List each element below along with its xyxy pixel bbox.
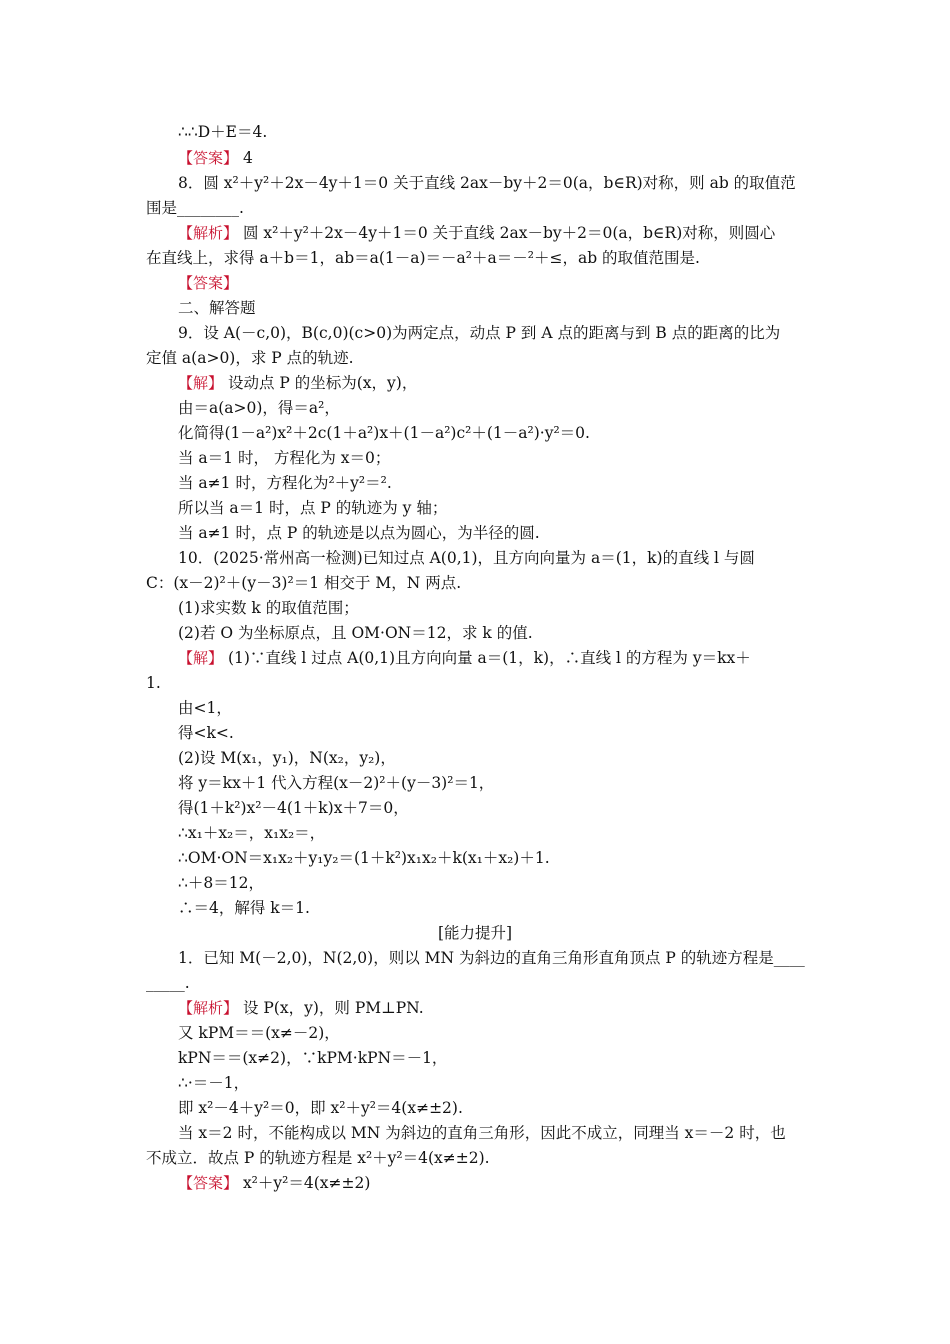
answer-tag: 【答案】: [178, 149, 239, 167]
analysis-tag: 【解析】: [178, 999, 239, 1017]
text-line: ∴∴D＋E＝4.: [178, 123, 268, 141]
answer-tag: 【答案】: [178, 1174, 239, 1192]
text-line: 定值 a(a>0)，求 P 点的轨迹.: [146, 349, 354, 367]
text-line: kPN＝＝(x≠2)，∵kPM·kPN＝－1，: [178, 1049, 448, 1067]
text-line: 当 a≠1 时，方程化为²＋y²＝².: [178, 474, 392, 492]
text-line: ∴OM·ON＝x₁x₂＋y₁y₂＝(1＋k²)x₁x₂＋k(x₁＋x₂)＋1.: [178, 849, 550, 867]
text-line: 不成立．故点 P 的轨迹方程是 x²＋y²＝4(x≠±2).: [146, 1149, 490, 1167]
question-line: 9．设 A(－c,0)，B(c,0)(c>0)为两定点，动点 P 到 A 点的距离与到 B 点的距离的比为: [178, 324, 781, 342]
analysis-line: 【解析】 圆 x²＋y²＋2x－4y＋1＝0 关于直线 2ax－by＋2＝0(a，b∈R)对称，则圆心: [178, 224, 776, 242]
analysis-tag: 【解析】: [178, 224, 239, 242]
text-line: 得(1＋k²)x²－4(1＋k)x＋7＝0，: [178, 799, 409, 817]
text-line: ∴·＝－1，: [178, 1074, 250, 1092]
text-line: 1.: [146, 674, 161, 692]
text-line: (1)求实数 k 的取值范围；: [178, 599, 359, 617]
answer-tag: 【答案】: [178, 274, 239, 292]
text-line: ∴＋8＝12，: [178, 874, 264, 892]
question-line: 1．已知 M(－2,0)，N(2,0)，则以 MN 为斜边的直角三角形直角顶点 P 的轨迹方程是____: [178, 949, 805, 967]
text-line: 当 a＝1 时， 方程化为 x＝0；: [178, 449, 391, 467]
text-line: 在直线上，求得 a＋b＝1，ab＝a(1－a)＝－a²＋a＝－²＋≤，ab 的取值范围是.: [146, 249, 700, 267]
text-line: (2)若 O 为坐标原点，且 OM·ON＝12，求 k 的值.: [178, 624, 533, 642]
text-line: 将 y＝kx＋1 代入方程(x－2)²＋(y－3)²＝1，: [178, 774, 495, 792]
text-line: ∴＝4，解得 k＝1.: [178, 899, 310, 917]
text-line: 得<k<.: [178, 724, 234, 742]
text-line: (2)设 M(x₁，y₁)，N(x₂，y₂)，: [178, 749, 396, 767]
solution-line: 【解】 (1)∵直线 l 过点 A(0,1)且方向向量 a＝(1，k)，∴直线 l 的方程为 y＝kx＋: [178, 649, 751, 667]
text-line: 由＝a(a>0)，得＝a²，: [178, 399, 340, 417]
section-heading: [能力提升]: [437, 924, 513, 942]
text-line: 化简得(1－a²)x²＋2c(1＋a²)x＋(1－a²)c²＋(1－a²)·y²＝0.: [178, 424, 590, 442]
solution-tag: 【解】: [178, 374, 224, 392]
solution-line: 【解】 设动点 P 的坐标为(x，y)，: [178, 374, 418, 392]
solution-tag: 【解】: [178, 649, 224, 667]
answer-line: 【答案】 x²＋y²＝4(x≠±2): [178, 1174, 371, 1192]
text-line: 由<1，: [178, 699, 232, 717]
question-line: 8．圆 x²＋y²＋2x－4y＋1＝0 关于直线 2ax－by＋2＝0(a，b∈R)对称，则 ab 的取值范: [178, 174, 796, 192]
text-line: 围是________.: [146, 199, 244, 217]
question-line: 10．(2025·常州高一检测)已知过点 A(0,1)，且方向向量为 a＝(1，k)的直线 l 与圆: [178, 549, 755, 567]
text-line: 当 x＝2 时，不能构成以 MN 为斜边的直角三角形，因此不成立，同理当 x＝－2 时，也: [178, 1124, 786, 1142]
analysis-line: 【解析】 设 P(x，y)，则 PM⊥PN.: [178, 999, 424, 1017]
answer-line: 【答案】 4: [178, 149, 253, 167]
text-line: 又 kPM＝＝(x≠－2)，: [178, 1024, 340, 1042]
text-line: 当 a≠1 时，点 P 的轨迹是以点为圆心，为半径的圆.: [178, 524, 540, 542]
text-line: 即 x²－4＋y²＝0，即 x²＋y²＝4(x≠±2).: [178, 1099, 463, 1117]
text-line: C：(x－2)²＋(y－3)²＝1 相交于 M，N 两点.: [146, 574, 462, 592]
text-line: 所以当 a＝1 时，点 P 的轨迹为 y 轴；: [178, 499, 448, 517]
text-line: _____.: [146, 974, 190, 992]
answer-line: [178, 273, 238, 293]
text-line: ∴x₁＋x₂＝，x₁x₂＝，: [178, 824, 326, 842]
section-heading: 二、解答题: [178, 299, 256, 317]
